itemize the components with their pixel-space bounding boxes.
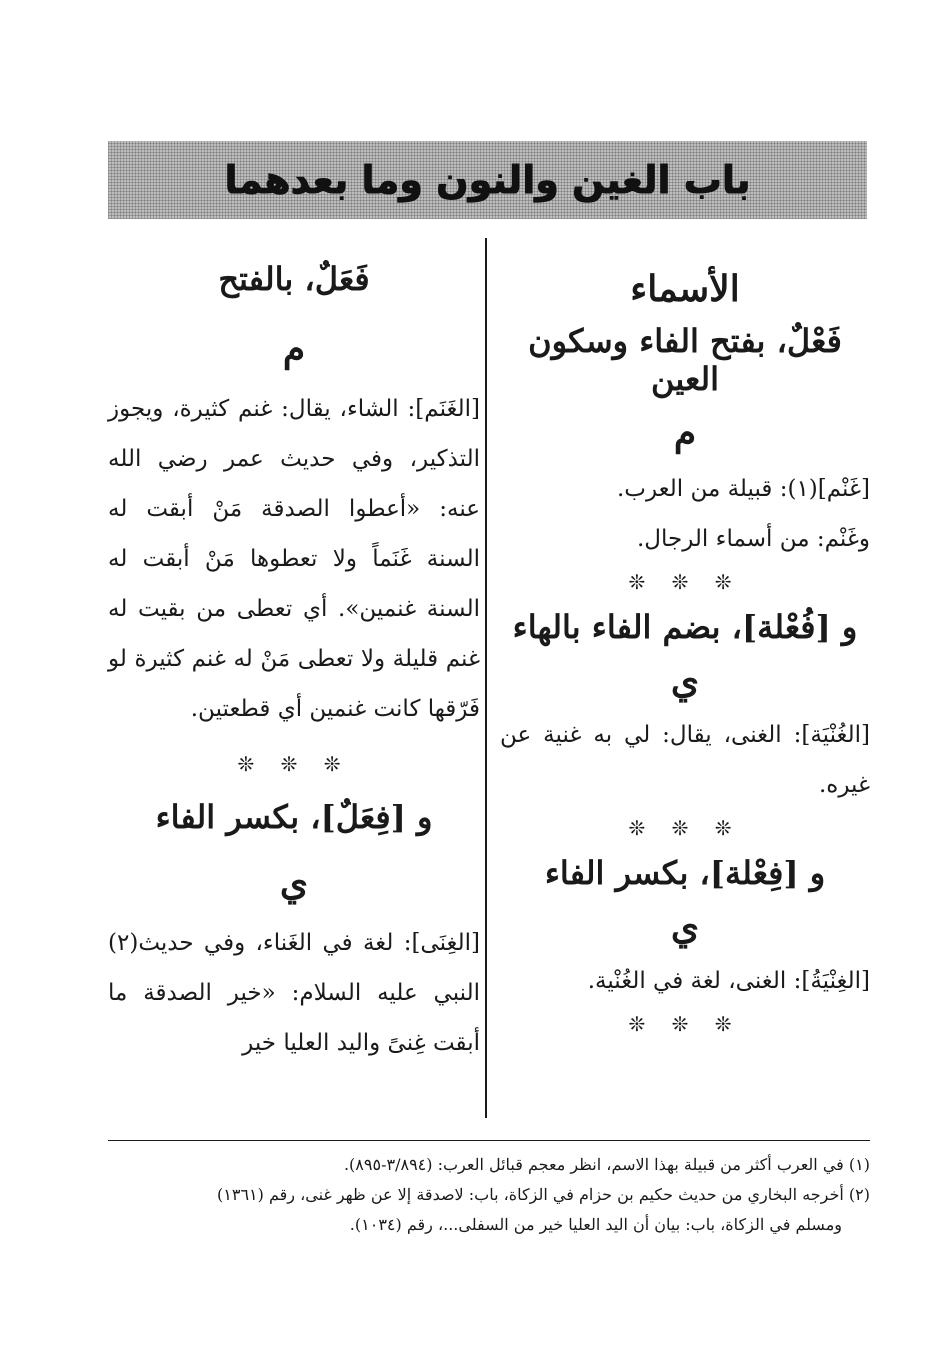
entry-ghanm-tribe: [غَنْم](١): قبيلة من العرب. — [616, 476, 870, 502]
heading-fiaal: و [فِعَلٌ]، بكسر الفاء — [155, 798, 433, 836]
footnotes — [100, 1150, 870, 1240]
separator-stars: ❊ ❊ ❊ — [237, 752, 351, 776]
footnote-1: (١) في العرب أكثر من قبيلة بهذا الاسم، انظر معجم قبائل العرب: (٣/٨٩٤-٨٩٥). — [343, 1155, 870, 1174]
root-letter-ya: ي — [670, 906, 700, 948]
entry-ghunya: [الغُنْيَة]: الغنى، يقال: لي به غنية عن غيره. — [500, 722, 870, 798]
entry-ghanm-name: وغَنْم: من أسماء الرجال. — [636, 526, 870, 552]
entry-ghina: [الغِنَى]: لغة في الغَناء، وفي حديث(٢) النبي عليه السلام: «خير الصدقة ما أبقت غِنىً واليد العليا خير — [108, 930, 480, 1056]
footnote-2: (٢) أخرجه البخاري من حديث حكيم بن حزام في الزكاة، باب: لاصدقة إلا عن ظهر غنى، رقم (١٣٦١) — [217, 1185, 870, 1204]
separator-stars: ❊ ❊ ❊ — [628, 1012, 742, 1036]
root-letter-mim: م — [673, 412, 697, 454]
heading-fula: و [فُعْلة]، بضم الفاء بالهاء — [512, 608, 858, 646]
entry-ghanam: [الغَنَم]: الشاء، يقال: غنم كثيرة، ويجوز التذكير، وفي حديث عمر رضي الله عنه: «أعطوا الصدقة مَنْ أبقت له السنة غَنَماً ولا تعطوها مَنْ أبقت له السنة غنمين». أي تعطى من بقيت له غنم قليلة ولا تعطى مَنْ له غنم كثيرة لو فَرّقها كانت غنمين أي قطعتين. — [108, 396, 480, 722]
root-letter-ya: ي — [279, 862, 309, 904]
footnote-2-continued: ومسلم في الزكاة، باب: بيان أن اليد العليا خير من السفلى...، رقم (١٠٣٤). — [349, 1215, 842, 1234]
column-divider — [485, 238, 487, 1118]
root-letter-ya: ي — [670, 660, 700, 702]
heading-fila: و [فِعْلة]، بكسر الفاء — [544, 854, 826, 892]
entry-ghinya: [الغِنْيَةُ]: الغنى، لغة في الغُنْية. — [587, 968, 870, 994]
separator-stars: ❊ ❊ ❊ — [628, 570, 742, 594]
heading-faal: فَعَلٌ، بالفتح — [218, 260, 370, 298]
root-letter-mim: م — [282, 328, 306, 370]
chapter-title: باب الغين والنون وما بعدهما — [224, 158, 751, 202]
separator-stars: ❊ ❊ ❊ — [628, 816, 742, 840]
chapter-banner — [108, 141, 867, 219]
footnote-separator — [108, 1140, 870, 1141]
heading-fal: فَعْلٌ، بفتح الفاء وسكون العين — [528, 322, 842, 398]
section-title: الأسماء — [630, 268, 740, 310]
right-column — [500, 250, 870, 1036]
left-column — [108, 250, 480, 1068]
